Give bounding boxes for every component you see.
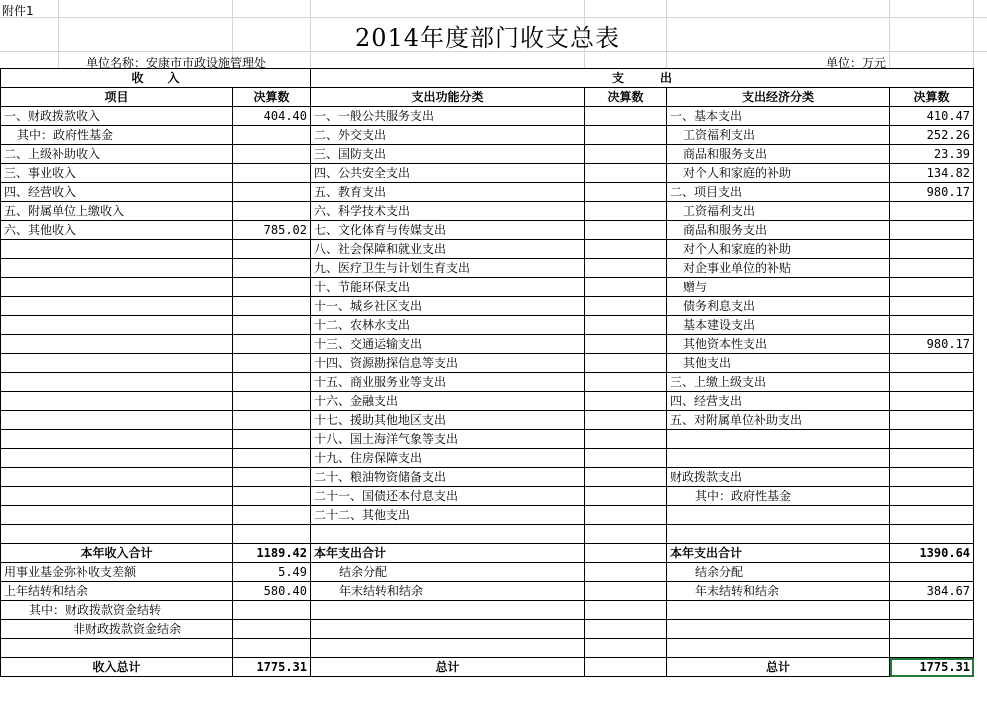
func-amount-cell[interactable] — [585, 221, 667, 240]
func-amount-cell[interactable] — [585, 164, 667, 183]
carry-forward-label[interactable]: 年末结转和结余 — [311, 582, 585, 601]
summary-table — [0, 68, 974, 677]
table-cell[interactable] — [311, 639, 585, 658]
econ-class-cell[interactable]: 债务利息支出 — [667, 297, 890, 316]
prev-balance-value[interactable]: 580.40 — [233, 582, 311, 601]
econ-class-cell[interactable]: 财政拨款支出 — [667, 468, 890, 487]
econ-class-cell[interactable]: 商品和服务支出 — [667, 221, 890, 240]
table-row — [1, 449, 974, 468]
func-amount-cell[interactable] — [585, 506, 667, 525]
amount-header[interactable]: 决算数 — [890, 88, 974, 107]
grand-total-label[interactable]: 总计 — [311, 658, 585, 677]
func-amount-cell[interactable] — [585, 183, 667, 202]
econ-class-cell[interactable]: 赠与 — [667, 278, 890, 297]
func-amount-cell[interactable] — [585, 259, 667, 278]
table-cell[interactable] — [667, 601, 890, 620]
econ-amount-cell[interactable] — [890, 278, 974, 297]
table-row — [1, 354, 974, 373]
of-which-label[interactable]: 非财政拨款资金结余 — [1, 620, 233, 639]
econ-class-cell[interactable]: 对企事业单位的补贴 — [667, 259, 890, 278]
econ-amount-cell[interactable] — [890, 221, 974, 240]
income-amount-cell[interactable] — [233, 278, 311, 297]
table-row — [1, 525, 974, 544]
econ-amount-cell[interactable]: 980.17 — [890, 335, 974, 354]
econ-amount-cell[interactable] — [890, 430, 974, 449]
func-amount-cell[interactable] — [585, 126, 667, 145]
amount-header[interactable]: 决算数 — [585, 88, 667, 107]
income-item-cell[interactable] — [1, 411, 233, 430]
econ-class-header[interactable]: 支出经济分类 — [667, 88, 890, 107]
func-class-cell[interactable]: 四、公共安全支出 — [311, 164, 585, 183]
econ-class-cell[interactable] — [667, 506, 890, 525]
econ-class-cell[interactable]: 其中：政府性基金 — [667, 487, 890, 506]
func-amount-cell[interactable] — [585, 373, 667, 392]
income-total-value[interactable]: 1189.42 — [233, 544, 311, 563]
allocation-label[interactable]: 结余分配 — [311, 563, 585, 582]
econ-class-cell[interactable]: 基本建设支出 — [667, 316, 890, 335]
func-amount-cell[interactable] — [585, 354, 667, 373]
income-item-cell[interactable] — [1, 297, 233, 316]
fund-label[interactable]: 用事业基金弥补收支差额 — [1, 563, 233, 582]
econ-class-cell[interactable]: 五、对附属单位补助支出 — [667, 411, 890, 430]
income-item-cell[interactable] — [1, 316, 233, 335]
econ-amount-cell[interactable]: 410.47 — [890, 107, 974, 126]
func-class-cell[interactable]: 十六、金融支出 — [311, 392, 585, 411]
table-row — [1, 563, 974, 582]
table-row — [1, 658, 974, 677]
econ-amount-cell[interactable] — [890, 202, 974, 221]
func-class-cell[interactable]: 二十一、国债还本付息支出 — [311, 487, 585, 506]
func-class-cell[interactable]: 二、外交支出 — [311, 126, 585, 145]
income-item-cell[interactable]: 二、上级补助收入 — [1, 145, 233, 164]
econ-amount-cell[interactable] — [890, 297, 974, 316]
econ-amount-cell[interactable] — [890, 259, 974, 278]
table-row — [1, 240, 974, 259]
income-item-cell[interactable]: 三、事业收入 — [1, 164, 233, 183]
income-header[interactable]: 收 入 — [1, 69, 311, 88]
func-class-header[interactable]: 支出功能分类 — [311, 88, 585, 107]
func-amount-cell[interactable] — [585, 316, 667, 335]
table-row — [1, 221, 974, 240]
page-title: 2014年度部门收支总表 — [354, 24, 621, 52]
unit-name-label: 单位名称：安康市市政设施管理处 — [86, 56, 267, 70]
table-cell[interactable] — [890, 620, 974, 639]
income-amount-cell[interactable] — [233, 316, 311, 335]
income-amount-cell[interactable] — [233, 449, 311, 468]
table-cell[interactable] — [667, 525, 890, 544]
income-amount-cell[interactable] — [233, 373, 311, 392]
prev-balance-label[interactable]: 上年结转和结余 — [1, 582, 233, 601]
econ-amount-cell[interactable]: 23.39 — [890, 145, 974, 164]
func-class-cell[interactable]: 十五、商业服务业等支出 — [311, 373, 585, 392]
income-amount-cell[interactable]: 785.02 — [233, 221, 311, 240]
income-amount-cell[interactable] — [233, 354, 311, 373]
func-amount-cell[interactable] — [585, 202, 667, 221]
income-item-cell[interactable]: 五、附属单位上缴收入 — [1, 202, 233, 221]
table-row — [1, 183, 974, 202]
income-total-label[interactable]: 本年收入合计 — [1, 544, 233, 563]
table-cell[interactable] — [585, 525, 667, 544]
econ-class-cell[interactable]: 二、项目支出 — [667, 183, 890, 202]
econ-amount-cell[interactable]: 252.26 — [890, 126, 974, 145]
table-cell[interactable] — [585, 601, 667, 620]
table-row — [1, 107, 974, 126]
income-amount-cell[interactable] — [233, 297, 311, 316]
func-class-cell[interactable]: 三、国防支出 — [311, 145, 585, 164]
income-amount-cell[interactable] — [233, 392, 311, 411]
func-class-cell[interactable]: 十四、资源勘探信息等支出 — [311, 354, 585, 373]
table-cell[interactable] — [311, 525, 585, 544]
table-row — [1, 278, 974, 297]
unit-label: 单位：万元 — [826, 56, 887, 70]
econ-amount-cell[interactable] — [890, 316, 974, 335]
econ-amount-cell[interactable] — [890, 468, 974, 487]
table-cell[interactable] — [890, 639, 974, 658]
econ-amount-cell[interactable] — [890, 240, 974, 259]
income-item-cell[interactable] — [1, 430, 233, 449]
income-item-cell[interactable]: 一、财政拨款收入 — [1, 107, 233, 126]
item-header[interactable]: 项目 — [1, 88, 233, 107]
econ-amount-cell[interactable] — [890, 373, 974, 392]
table-cell[interactable] — [311, 620, 585, 639]
table-row — [1, 411, 974, 430]
func-class-cell[interactable]: 九、医疗卫生与计划生育支出 — [311, 259, 585, 278]
table-row — [1, 544, 974, 563]
func-amount-cell[interactable] — [585, 392, 667, 411]
income-item-cell[interactable]: 其中：政府性基金 — [1, 126, 233, 145]
func-amount-cell[interactable] — [585, 449, 667, 468]
func-class-cell[interactable]: 十二、农林水支出 — [311, 316, 585, 335]
econ-amount-cell[interactable] — [890, 411, 974, 430]
func-amount-cell[interactable] — [585, 468, 667, 487]
func-class-cell[interactable]: 十七、援助其他地区支出 — [311, 411, 585, 430]
table-row — [1, 335, 974, 354]
func-class-cell[interactable]: 二十、粮油物资储备支出 — [311, 468, 585, 487]
table-row — [1, 164, 974, 183]
expense-total-label[interactable]: 本年支出合计 — [311, 544, 585, 563]
table-cell[interactable] — [1, 639, 233, 658]
income-item-cell[interactable] — [1, 468, 233, 487]
expense-header[interactable]: 支 出 — [311, 69, 974, 88]
table-row — [1, 126, 974, 145]
func-class-cell[interactable]: 十、节能环保支出 — [311, 278, 585, 297]
table-cell[interactable] — [890, 601, 974, 620]
econ-amount-cell[interactable] — [890, 487, 974, 506]
allocation-label[interactable]: 结余分配 — [667, 563, 890, 582]
income-item-cell[interactable] — [1, 259, 233, 278]
table-cell[interactable] — [585, 658, 667, 677]
table-row — [1, 316, 974, 335]
table-cell[interactable] — [667, 639, 890, 658]
econ-class-cell[interactable]: 四、经营支出 — [667, 392, 890, 411]
table-cell[interactable] — [667, 620, 890, 639]
econ-class-cell[interactable] — [667, 430, 890, 449]
econ-class-cell[interactable]: 其他支出 — [667, 354, 890, 373]
grand-total-label[interactable]: 总计 — [667, 658, 890, 677]
table-row — [1, 202, 974, 221]
income-item-cell[interactable] — [1, 373, 233, 392]
func-class-cell[interactable]: 十九、住房保障支出 — [311, 449, 585, 468]
table-row — [1, 297, 974, 316]
table-cell[interactable] — [233, 639, 311, 658]
func-amount-cell[interactable] — [585, 240, 667, 259]
income-amount-cell[interactable] — [233, 164, 311, 183]
func-class-cell[interactable]: 十三、交通运输支出 — [311, 335, 585, 354]
income-amount-cell[interactable] — [233, 240, 311, 259]
func-class-cell[interactable]: 七、文化体育与传媒支出 — [311, 221, 585, 240]
grand-expense-value[interactable]: 1775.31 — [890, 658, 974, 677]
func-class-cell[interactable]: 六、科学技术支出 — [311, 202, 585, 221]
table-row — [1, 582, 974, 601]
table-cell[interactable] — [1, 525, 233, 544]
table-row — [1, 506, 974, 525]
amount-header[interactable]: 决算数 — [233, 88, 311, 107]
table-cell[interactable] — [585, 582, 667, 601]
carry-forward-value[interactable]: 384.67 — [890, 582, 974, 601]
table-cell[interactable] — [233, 601, 311, 620]
econ-class-cell[interactable]: 工资福利支出 — [667, 202, 890, 221]
table-row — [1, 468, 974, 487]
carry-forward-label[interactable]: 年末结转和结余 — [667, 582, 890, 601]
table-row — [1, 373, 974, 392]
econ-class-cell[interactable]: 对个人和家庭的补助 — [667, 240, 890, 259]
income-item-cell[interactable] — [1, 506, 233, 525]
table-cell[interactable] — [585, 620, 667, 639]
expense-total-value[interactable]: 1390.64 — [890, 544, 974, 563]
econ-class-cell[interactable]: 商品和服务支出 — [667, 145, 890, 164]
table-row — [1, 259, 974, 278]
table-cell[interactable] — [311, 601, 585, 620]
expense-total-label[interactable]: 本年支出合计 — [667, 544, 890, 563]
income-amount-cell[interactable] — [233, 145, 311, 164]
econ-class-cell[interactable]: 对个人和家庭的补助 — [667, 164, 890, 183]
income-amount-cell[interactable] — [233, 487, 311, 506]
func-amount-cell[interactable] — [585, 297, 667, 316]
econ-class-cell[interactable] — [667, 449, 890, 468]
table-cell[interactable] — [890, 525, 974, 544]
income-item-cell[interactable] — [1, 449, 233, 468]
func-amount-cell[interactable] — [585, 487, 667, 506]
income-amount-cell[interactable] — [233, 202, 311, 221]
func-amount-cell[interactable] — [585, 335, 667, 354]
func-class-cell[interactable]: 二十二、其他支出 — [311, 506, 585, 525]
income-amount-cell[interactable]: 404.40 — [233, 107, 311, 126]
income-item-cell[interactable] — [1, 278, 233, 297]
income-item-cell[interactable] — [1, 392, 233, 411]
income-item-cell[interactable] — [1, 240, 233, 259]
attachment-label: 附件1 — [2, 4, 34, 18]
income-amount-cell[interactable] — [233, 468, 311, 487]
func-amount-cell[interactable] — [585, 430, 667, 449]
income-item-cell[interactable]: 四、经营收入 — [1, 183, 233, 202]
table-cell[interactable] — [233, 525, 311, 544]
func-class-cell[interactable]: 十八、国土海洋气象等支出 — [311, 430, 585, 449]
econ-amount-cell[interactable] — [890, 354, 974, 373]
func-amount-cell[interactable] — [585, 278, 667, 297]
table-cell[interactable] — [585, 544, 667, 563]
econ-amount-cell[interactable]: 134.82 — [890, 164, 974, 183]
table-row — [1, 430, 974, 449]
func-class-cell[interactable]: 十一、城乡社区支出 — [311, 297, 585, 316]
income-amount-cell[interactable] — [233, 335, 311, 354]
func-amount-cell[interactable] — [585, 145, 667, 164]
econ-class-cell[interactable]: 工资福利支出 — [667, 126, 890, 145]
income-amount-cell[interactable] — [233, 183, 311, 202]
func-class-cell[interactable]: 五、教育支出 — [311, 183, 585, 202]
table-cell[interactable] — [233, 620, 311, 639]
income-item-cell[interactable] — [1, 487, 233, 506]
income-amount-cell[interactable] — [233, 126, 311, 145]
table-cell[interactable] — [585, 563, 667, 582]
grand-income-value[interactable]: 1775.31 — [233, 658, 311, 677]
func-class-cell[interactable]: 八、社会保障和就业支出 — [311, 240, 585, 259]
econ-class-cell[interactable]: 三、上缴上级支出 — [667, 373, 890, 392]
of-which-label[interactable]: 其中：财政拨款资金结转 — [1, 601, 233, 620]
table-row — [1, 145, 974, 164]
grand-income-label[interactable]: 收入总计 — [1, 658, 233, 677]
econ-amount-cell[interactable] — [890, 506, 974, 525]
table-row — [1, 620, 974, 639]
econ-class-cell[interactable]: 一、基本支出 — [667, 107, 890, 126]
table-row — [1, 487, 974, 506]
econ-amount-cell[interactable] — [890, 392, 974, 411]
func-amount-cell[interactable] — [585, 107, 667, 126]
income-item-cell[interactable]: 六、其他收入 — [1, 221, 233, 240]
table-row — [1, 639, 974, 658]
income-amount-cell[interactable] — [233, 506, 311, 525]
func-class-cell[interactable]: 一、一般公共服务支出 — [311, 107, 585, 126]
table-row — [1, 601, 974, 620]
income-item-cell[interactable] — [1, 354, 233, 373]
fund-value[interactable]: 5.49 — [233, 563, 311, 582]
econ-class-cell[interactable]: 其他资本性支出 — [667, 335, 890, 354]
table-row — [1, 392, 974, 411]
func-amount-cell[interactable] — [585, 411, 667, 430]
income-amount-cell[interactable] — [233, 411, 311, 430]
table-cell[interactable] — [890, 563, 974, 582]
econ-amount-cell[interactable] — [890, 449, 974, 468]
income-item-cell[interactable] — [1, 335, 233, 354]
table-cell[interactable] — [585, 639, 667, 658]
income-amount-cell[interactable] — [233, 259, 311, 278]
income-amount-cell[interactable] — [233, 430, 311, 449]
econ-amount-cell[interactable]: 980.17 — [890, 183, 974, 202]
